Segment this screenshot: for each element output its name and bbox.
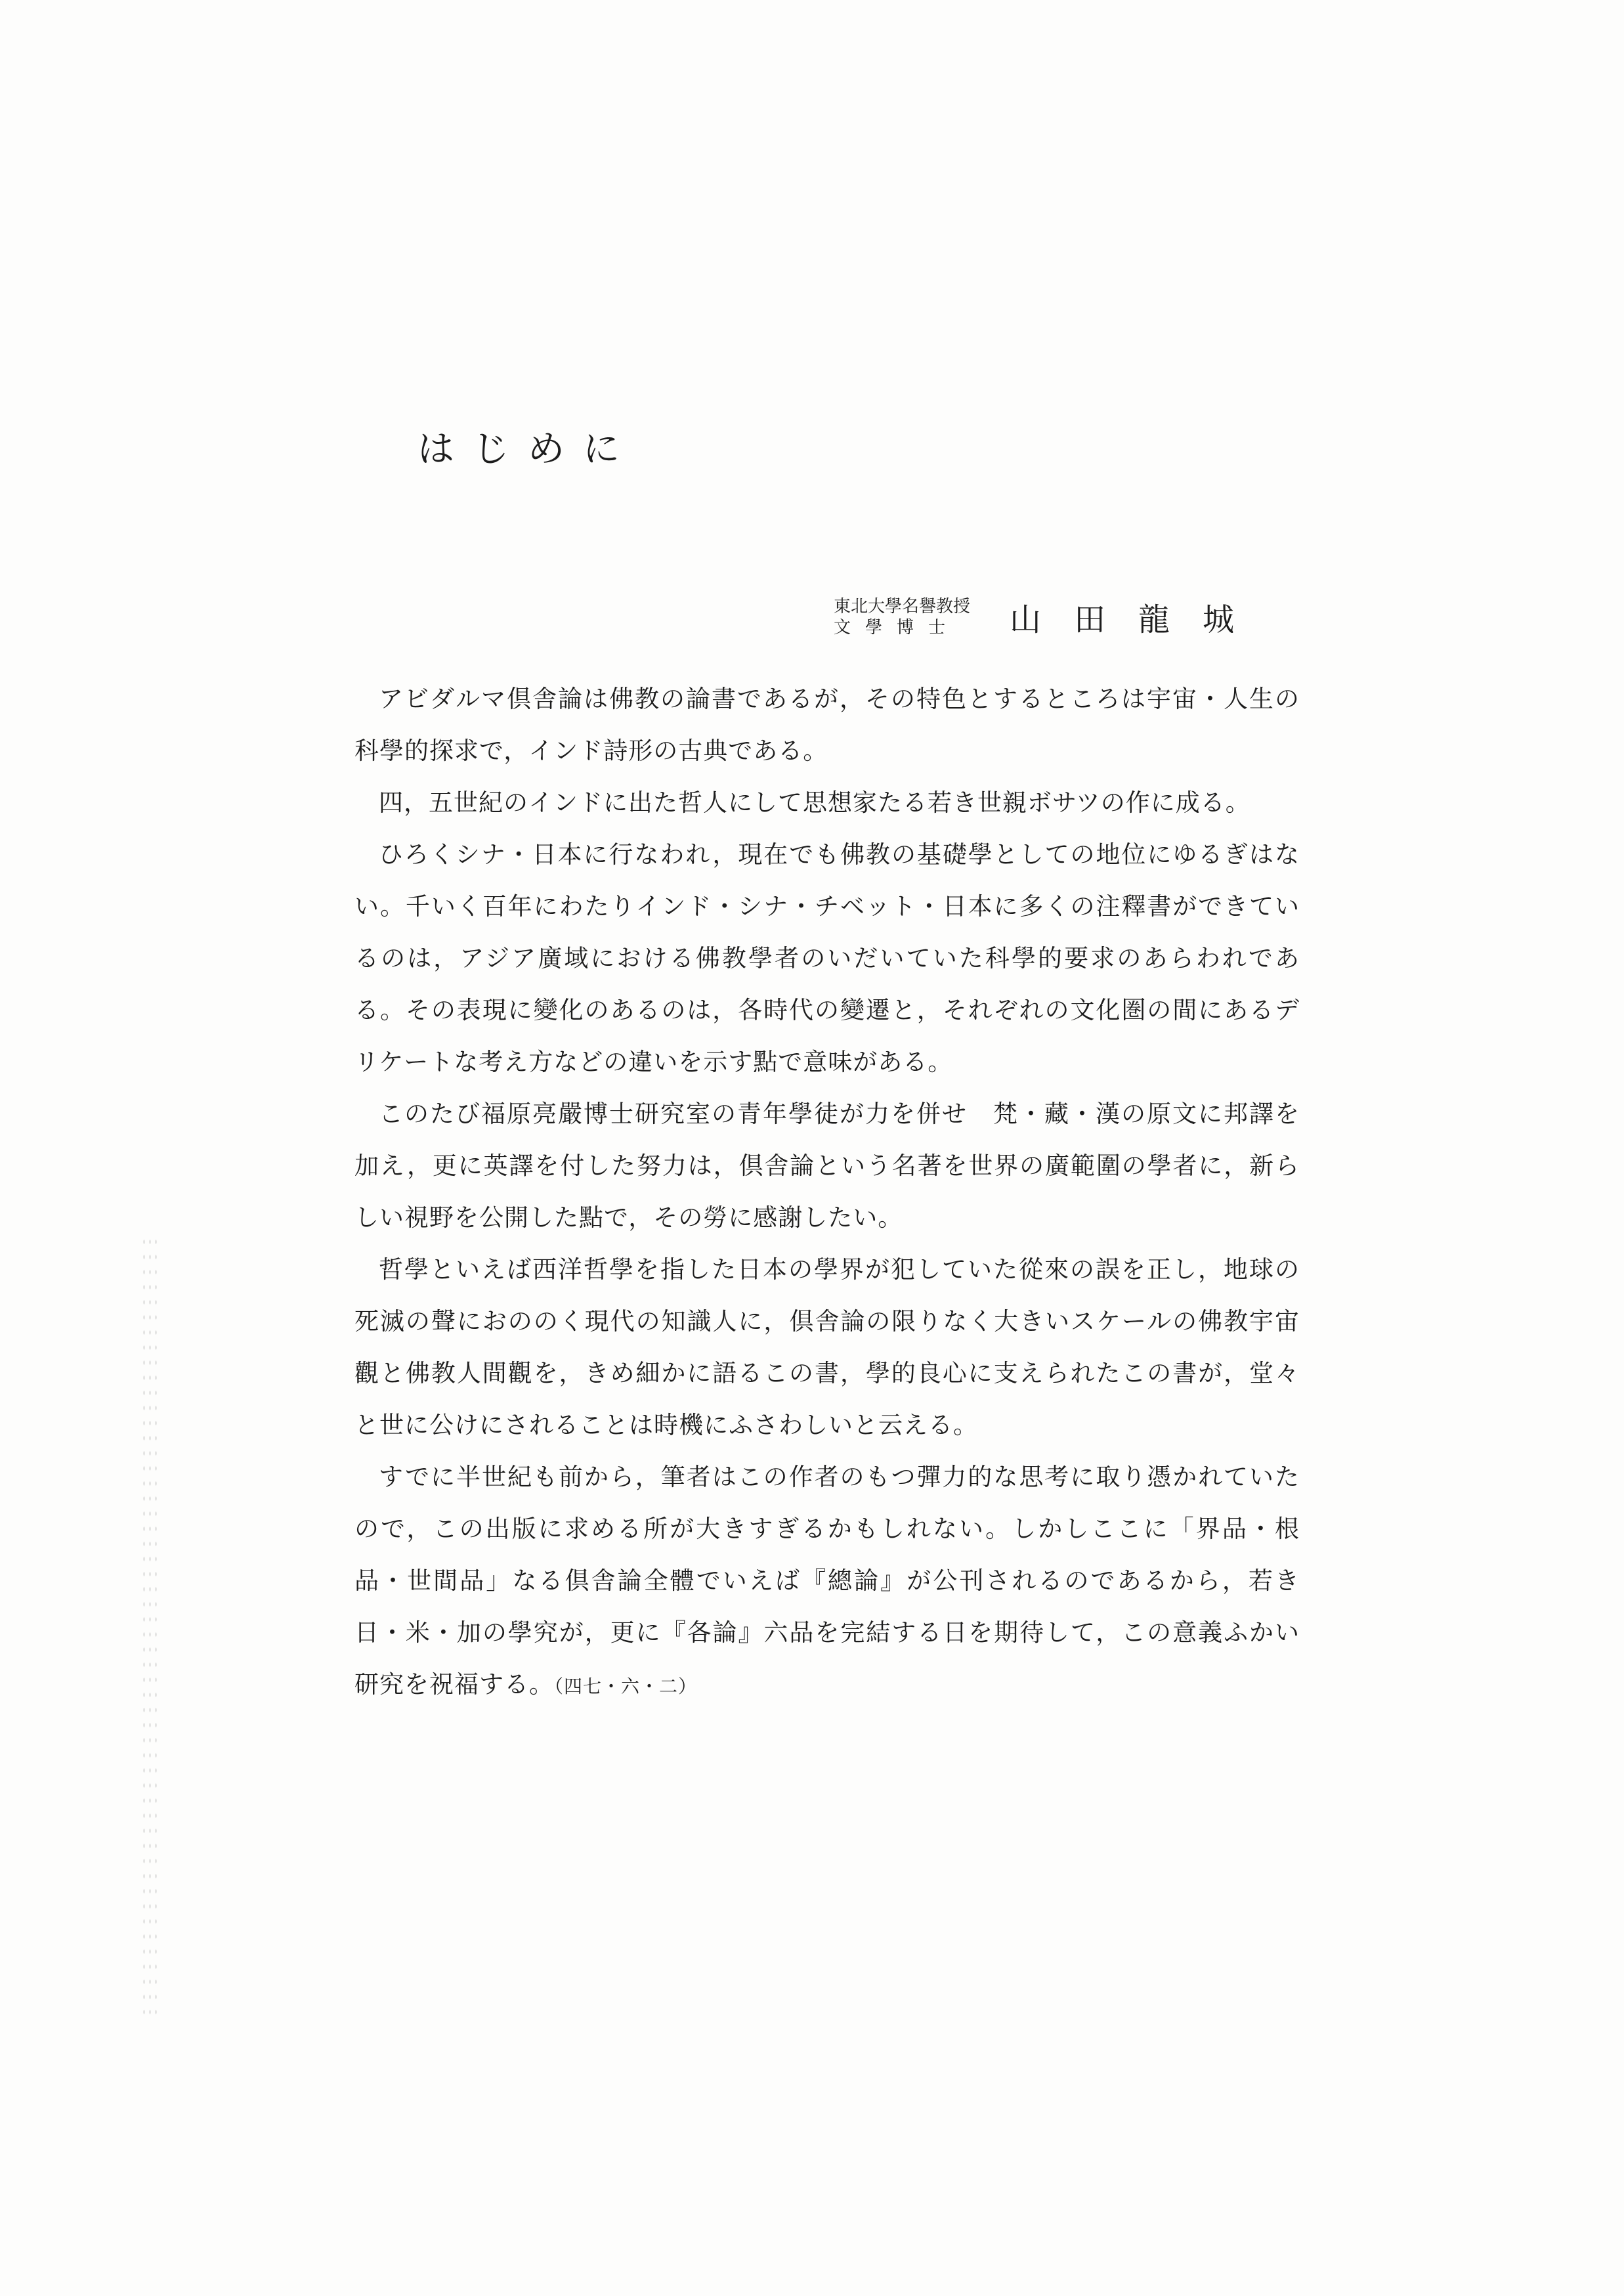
- paragraph: 哲學といえば西洋哲學を指した日本の學界が犯していた從來の誤を正し，地球の死滅の聲におののく現代の知識人に，倶舎論の限りなく大きいスケールの佛教宇宙觀と佛教人間觀を，きめ細かに語るこの書，學的良心に支えられたこの書が，堂々と世に公けにされることは時機にふさわしいと云える。: [354, 1255, 1300, 1439]
- paragraph: ひろくシナ・日本に行なわれ，現在でも佛教の基礎學としての地位にゆるぎはない。千いく百年にわたりインド・シナ・チベット・日本に多くの注釋書ができているのは，アジア廣域における佛教學者のいだいていた科學的要求のあらわれである。その表現に變化のあるのは，各時代の變遷と，それぞれの文化圏の間にあるデリケートな考え方などの違いを示す點で意味がある。: [354, 840, 1300, 1076]
- author-titles: [834, 596, 970, 638]
- author-title-professor: 東北大學名譽教授: [834, 596, 971, 617]
- author-block: [834, 594, 1267, 639]
- author-name: 山田龍城: [1010, 601, 1268, 638]
- paragraph-final: [354, 1451, 1300, 1712]
- paragraph: アビダルマ倶舎論は佛教の論書であるが，その特色とするところは宇宙・人生の科學的探求で，インド詩形の古典である。: [354, 685, 1300, 765]
- scan-noise: [141, 1234, 161, 2022]
- date-note: （四七・六・二）: [554, 1676, 698, 1697]
- paragraph: 四，五世紀のインドに出た哲人にして思想家たる若き世親ボサツの作に成る。: [379, 789, 1250, 817]
- author-title-doctor: 文學博士: [834, 617, 960, 638]
- page-title: はじめに: [417, 428, 638, 471]
- paragraph: このたび福原亮嚴博士研究室の青年學徒が力を併せ 梵・藏・漢の原文に邦譯を加え，更に英譯を付した努力は，倶舎論という名著を世界の廣範圍の學者に，新らしい視野を公開した點で，その勞に感謝したい。: [354, 1100, 1300, 1232]
- body-text: [354, 673, 1300, 1712]
- paragraph-final-text: すでに半世紀も前から，筆者はこの作者のもつ彈力的な思考に取り憑かれていたので，この出版に求める所が大きすぎるかもしれない。しかしここに「界品・根品・世間品」なる倶舎論全體でいえば『總論』が公刊されるのであるから，若き日・米・加の學究が，更に『各論』六品を完結する日を期待して，この意義ふかい研究を祝福する。: [354, 1463, 1300, 1699]
